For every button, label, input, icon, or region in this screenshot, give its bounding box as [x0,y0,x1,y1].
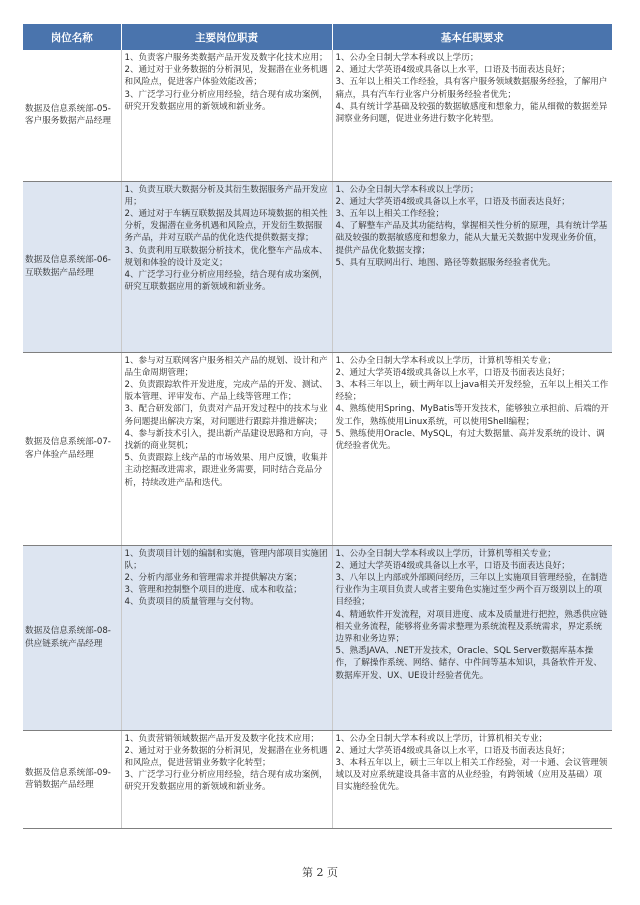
header-main-duties: 主要岗位职责 [121,24,332,50]
requirement-item: 4、精通软件开发流程，对项目进度、成本及质量进行把控，熟悉供应链相关业务流程，能够将业务需求整理为系统流程及系统需求，界定系统边界和业务边界； [335,609,608,644]
requirement-item: 4、具有统计学基础及较强的数据敏感度和想象力，能从细微的数据差异洞察业务问题，促进业务进行数字化转型。 [335,101,608,125]
requirements-cell [332,352,612,545]
requirement-item: 1、公办全日制大学本科或以上学历； [335,53,479,63]
duty-item: 1、负责营销领域数据产品开发及数字化技术应用； [124,733,320,744]
job-table [23,24,612,829]
requirement-item: 2、通过大学英语4级或具备以上水平，口语及书面表达良好； [335,745,570,756]
requirement-item: 2、通过大学英语4级或具备以上水平，口语及书面表达良好； [335,560,570,571]
duty-item: 1、负责项目计划的编制和实施，管理内部项目实施团队； [124,548,328,571]
requirements-cell [332,181,612,352]
duty-item: 3、配合研发部门，负责对产品开发过程中的技术与业务问题提出解决方案，对问题进行跟踪并推进解决； [124,404,328,427]
table-row [23,181,612,352]
requirement-item: 4、了解整车产品及其功能结构，掌握相关性分析的原理，具有统计学基础及较强的数据敏感度和想象力，能从大量无关数据中发现业务价值，提供产品优化数据支撑； [335,221,608,256]
table-row [23,545,612,730]
duties-cell [121,50,332,181]
duty-item: 1、参与对互联网客户服务相关产品的规划、设计和产品生命周期管理； [124,355,328,378]
duty-item: 4、参与新技术引入，提出新产品建设思路和方向，寻找新的商业契机； [124,428,328,451]
duty-item: 3、广泛学习行业分析应用经验，结合现有成功案例，研究开发数据应用的新领域和新业务。 [124,770,328,793]
requirement-item: 1、公办全日制大学本科或以上学历，计算机等相关专业； [335,548,556,559]
requirement-item: 3、五年以上相关工作经验，具有客户服务领域数据服务经验，了解用户痛点，具有汽车行业客户分析服务经验者优先； [335,77,608,100]
requirements-cell [332,545,612,730]
duty-item: 2、通过对于车辆互联数据及其周边环境数据的相关性分析，发掘潜在业务机遇和风险点，开发衍生数据服务产品，并对互联产品的优化迭代提供数据支撑； [124,208,328,244]
position-name: 数据及信息系统部-07-客户体验产品经理 [23,352,121,545]
requirement-item: 3、本科五年以上，硕士三年以上相关工作经验，对一卡通、会议管理领域以及对应系统建设具备丰富的从业经验，有跨领域（应用及基础）项目实施经验优先。 [335,757,608,793]
requirement-item: 1、公办全日制大学本科或以上学历，计算机等相关专业； [335,355,556,366]
duty-item: 4、广泛学习行业分析应用经验，结合现有成功案例，研究互联数据应用的新领域和新业务。 [124,269,328,293]
duties-cell [121,181,332,352]
duty-item: 4、负责项目的质量管理与交付物。 [124,597,259,608]
requirements-cell [332,50,612,181]
duty-item: 2、通过对于业务数据的分析洞见，发掘潜在业务机遇和风险点，促进营销业务数字化转型； [124,745,328,768]
duty-item: 1、负责互联大数据分析及其衍生数据服务产品开发应用； [124,184,328,207]
requirement-item: 3、五年以上相关工作经验； [335,208,445,219]
duty-item: 5、负责跟踪上线产品的市场效果、用户反馈，收集并主动挖掘改进需求，跟进业务需要，同时结合竞品分析，持续改进产品和迭代。 [124,453,328,488]
table-row [23,352,612,545]
table-header [23,24,612,50]
requirement-item: 1、公办全日制大学本科或以上学历； [335,184,479,195]
position-name: 数据及信息系统部-06-互联数据产品经理 [23,181,121,352]
duty-item: 3、广泛学习行业分析应用经验，结合现有成功案例，研究开发数据应用的新领域和新业务。 [124,89,328,112]
position-name: 数据及信息系统部-08-供应链系统产品经理 [23,545,121,730]
header-basic-requirements: 基本任职要求 [332,24,612,50]
duty-item: 2、负责跟踪软件开发进度，完成产品的开发、测试、版本管理、评审发布、产品上线等管理工作； [124,379,328,403]
requirement-item: 2、通过大学英语4级或具备以上水平，口语及书面表达良好； [335,65,570,76]
requirement-item: 1、公办全日制大学本科或以上学历，计算机相关专业； [335,733,548,744]
requirements-cell [332,730,612,828]
page-number: 第 2 页 [302,866,338,879]
requirement-item: 3、八年以上内部或外部顾问经历，三年以上实施项目管理经验，在制造行业作为主项目负责人或者主要角色实施过至少两个百万级别以上的项目经验； [335,572,608,608]
duties-cell [121,352,332,545]
requirement-item: 4、熟练使用Spring、MyBatis等开发技术，能够独立承担前、后端的开发工作，熟练使用Linux系统，可以使用Shell编程； [335,404,609,427]
duties-cell [121,730,332,828]
duty-item: 2、通过对于业务数据的分析洞见，发掘潜在业务机遇和风险点，促进客户体验效能改善； [124,65,328,88]
position-name: 数据及信息系统部-05-客户服务数据产品经理 [23,50,121,181]
requirement-item: 2、通过大学英语4级或具备以上水平，口语及书面表达良好； [335,196,570,207]
requirement-item: 2、通过大学英语4级或具备以上水平，口语及书面表达良好； [335,367,570,378]
requirement-item: 3、本科三年以上，硕士两年以上java相关开发经验，五年以上相关工作经验； [335,379,609,403]
duties-cell [121,545,332,730]
table-row [23,50,612,181]
table-row [23,730,612,828]
header-position-name: 岗位名称 [23,24,121,50]
position-name: 数据及信息系统部-09-营销数据产品经理 [23,730,121,828]
duty-item: 3、负责利用互联数据分析技术，优化整车产品成本、规划和体验的设计及定义； [124,245,328,268]
requirement-item: 5、具有互联网出行、地图、路径等数据服务经验者优先。 [335,257,556,268]
duty-item: 3、管理和控制整个项目的进度、成本和收益； [124,585,302,596]
duty-item: 1、负责客户服务类数据产品开发及数字化技术应用； [124,53,328,63]
duty-item: 2、分析内部业务和管理需求并提供解决方案； [124,572,302,583]
requirement-item: 5、熟悉JAVA、.NET开发技术，Oracle、SQL Server数据库基本操作，了解操作系统、网络、储存、中件间等基本知识，具备软件开发、数据库开发、UX、UE设计经验者优先。 [335,646,602,681]
document-page [23,24,612,829]
requirement-item: 5、熟练使用Oracle、MySQL，有过大数据量、高并发系统的设计、调优经验者优先。 [335,428,605,451]
